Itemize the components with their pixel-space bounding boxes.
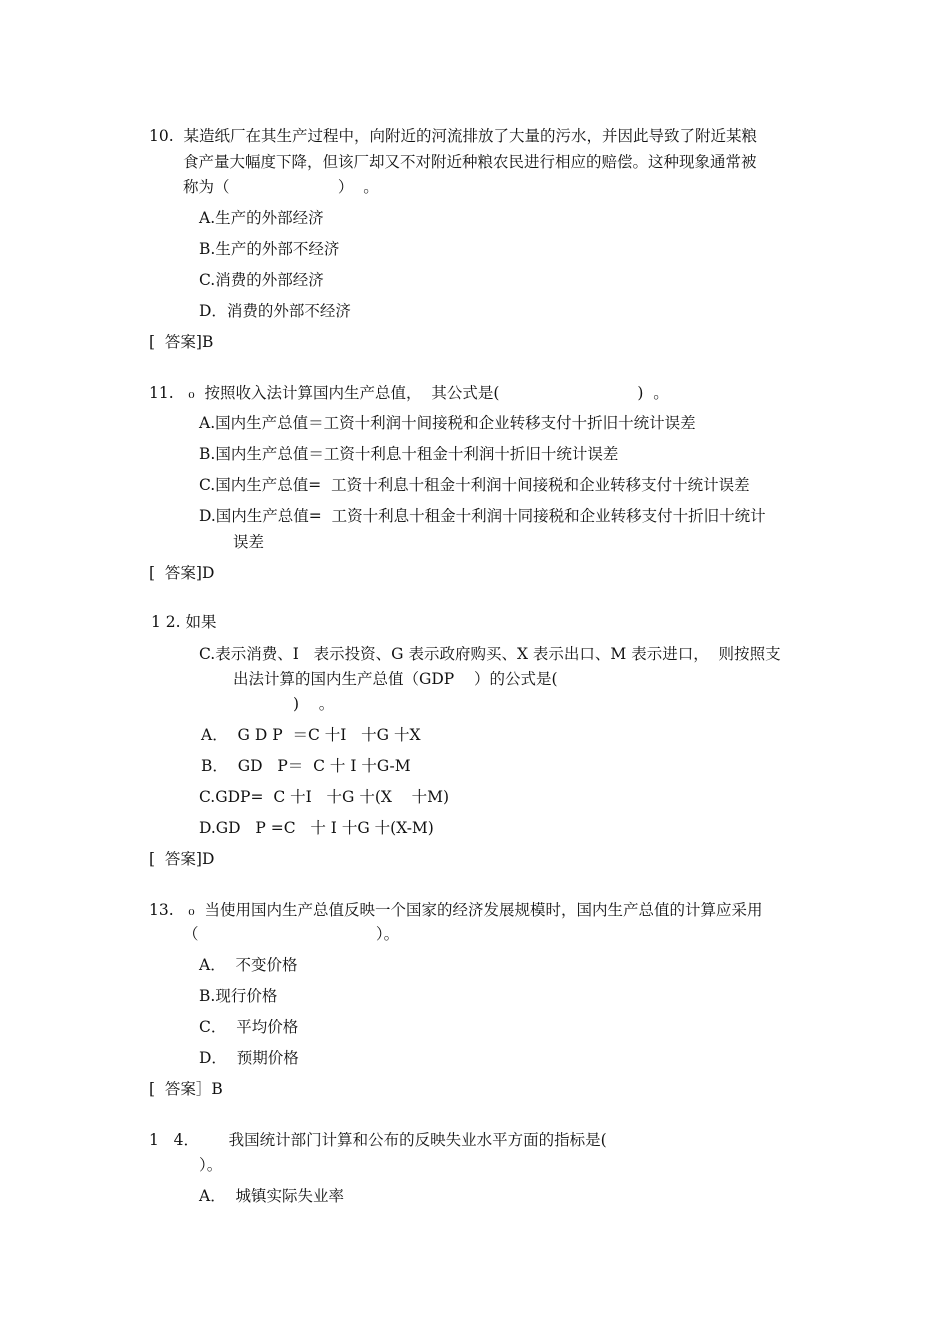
question-12-line-1: 1 2. 如果 (151, 613, 217, 631)
question-14-option-a: A． 城镇实际失业率 (199, 1187, 345, 1205)
question-10-option-a: A.生产的外部经济 (199, 209, 324, 227)
question-13-option-d: D． 预期价格 (199, 1049, 299, 1067)
question-12-option-a: A． G D P ＝C 十I 十G 十X (201, 726, 421, 744)
question-13-line-1: 13. ₀ 当使用国内生产总值反映一个国家的经济发展规模时，国内生产总值的计算应采用 (149, 901, 763, 919)
question-10-option-d: D．消费的外部不经济 (199, 302, 351, 320)
question-12-line-2: C.表示消费、I 表示投资、G 表示政府购买、X 表示出口、M 表示进口， 则按照支 (199, 645, 781, 663)
question-10-line-3: 称为（ ） 。 (183, 178, 379, 196)
question-12-line-3: 出法计算的国内生产总值（GDP ）的公式是( (233, 670, 558, 688)
question-10-option-c: C.消费的外部经济 (199, 271, 324, 289)
question-13-line-2: （ ）。 (183, 925, 400, 943)
question-10-line-1: 10. 某造纸厂在其生产过程中，向附近的河流排放了大量的污水，并因此导致了附近某粮 (149, 127, 758, 145)
question-11-line-1: 11. ₀ 按照收入法计算国内生产总值， 其公式是( ) 。 (149, 384, 669, 402)
question-14-line-1: 1 4． 我国统计部门计算和公布的反映失业水平方面的指标是( (149, 1131, 607, 1149)
question-12-answer: [ 答案]D (149, 850, 215, 868)
question-13-option-c: C． 平均价格 (199, 1018, 299, 1036)
question-13-answer: [ 答案］B (149, 1080, 223, 1098)
question-12-line-4: ) 。 (293, 695, 335, 713)
question-10-option-b: B.生产的外部不经济 (199, 240, 340, 258)
question-13-option-b: B.现行价格 (199, 987, 278, 1005)
question-13-option-a: A． 不变价格 (199, 956, 298, 974)
question-11-option-d-continued: 误差 (233, 533, 265, 551)
question-12-option-b: B． GD P＝ C 十 I 十G-M (201, 757, 411, 775)
question-10-line-2: 食产量大幅度下降，但该厂却又不对附近种粮农民进行相应的赔偿。这种现象通常被 (183, 153, 757, 171)
question-11-option-c: C.国内生产总值= 工资十利息十租金十利润十间接税和企业转移支付十统计误差 (199, 476, 750, 494)
question-12-option-c: C.GDP= C 十I 十G 十(X 十M) (199, 788, 450, 806)
question-12-option-d: D.GD P =C 十 I 十G 十(X-M) (199, 819, 434, 837)
question-14-line-2: ）。 (199, 1156, 223, 1174)
question-11-option-a: A.国内生产总值＝工资十利润十间接税和企业转移支付十折旧十统计误差 (199, 414, 696, 432)
question-11-option-b: B.国内生产总值＝工资十利息十租金十利润十折旧十统计误差 (199, 445, 619, 463)
question-11-option-d: D.国内生产总值= 工资十利息十租金十利润十同接税和企业转移支付十折旧十统计 (199, 507, 766, 525)
question-10-answer: [ 答案]B (149, 333, 214, 351)
question-11-answer: [ 答案]D (149, 564, 215, 582)
